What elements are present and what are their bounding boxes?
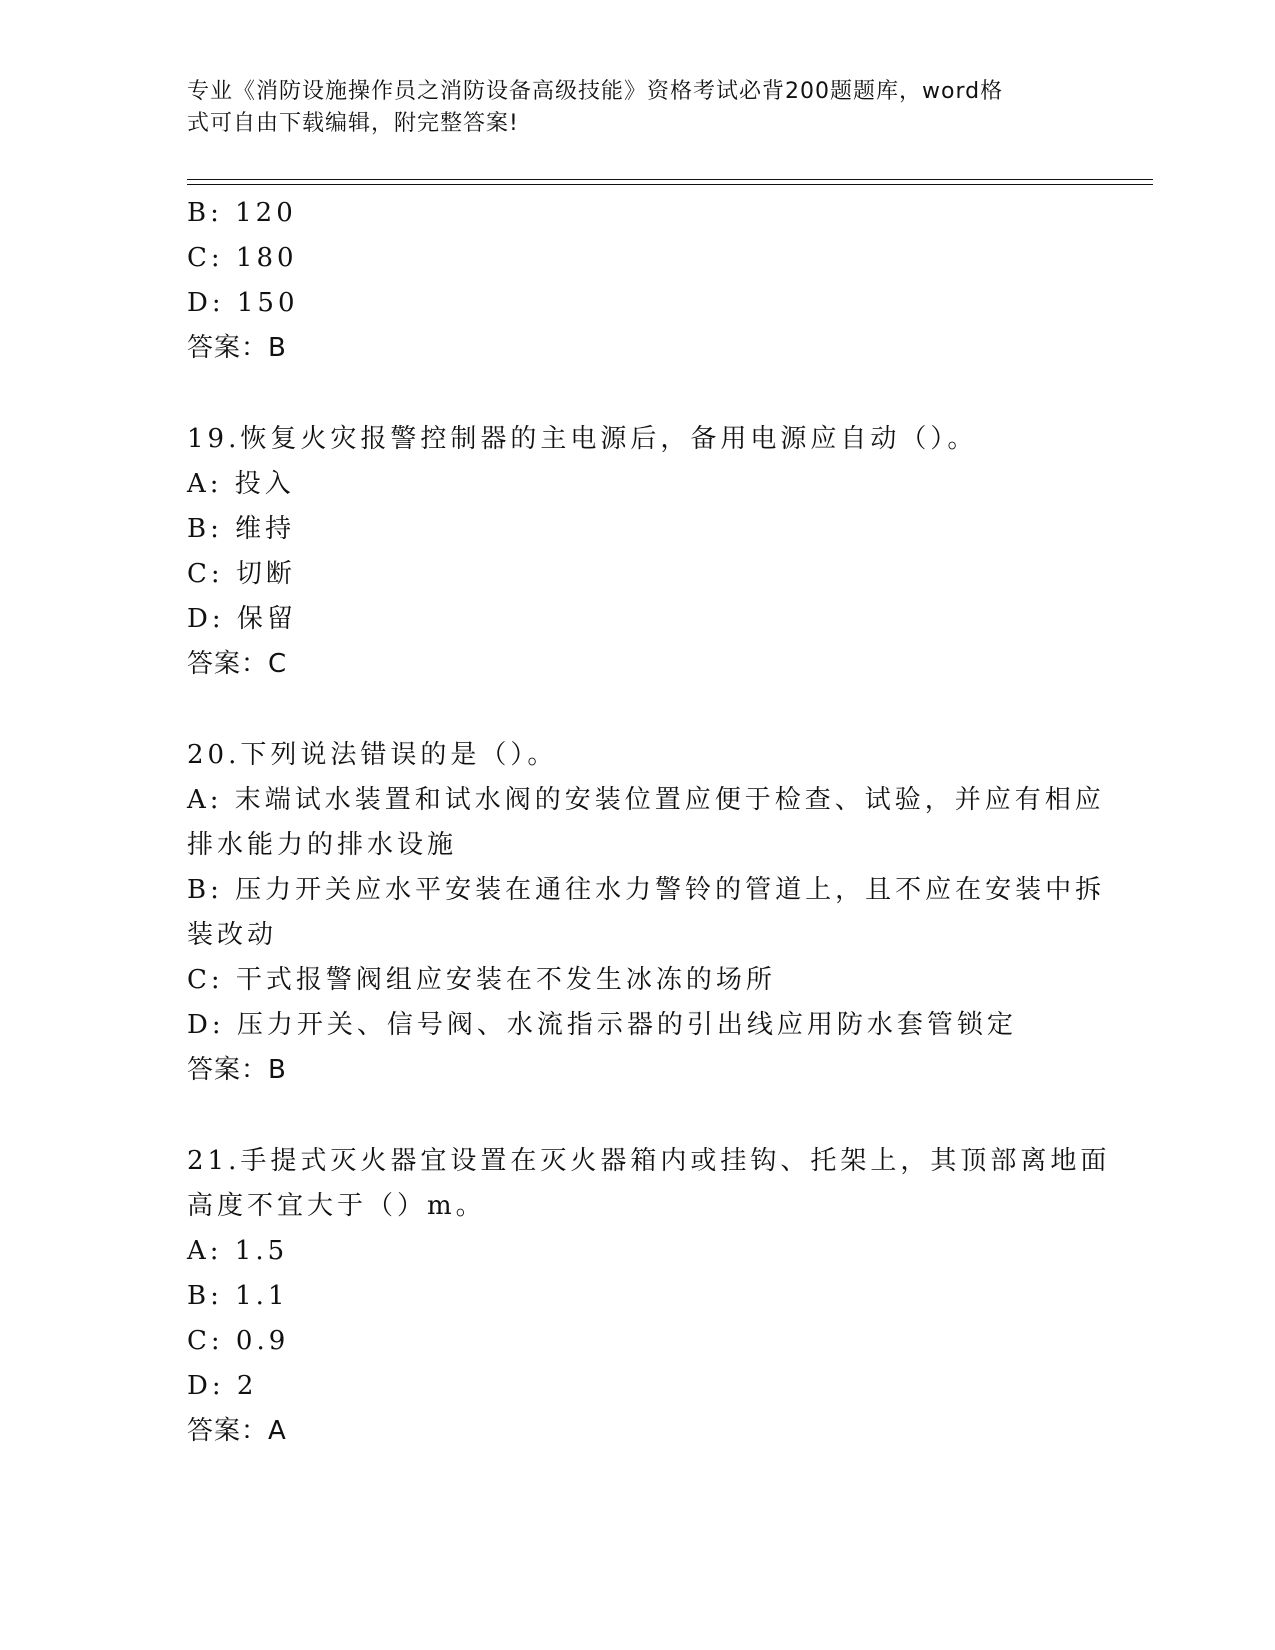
header-divider-top [187,179,1153,180]
document-header [187,76,1087,140]
question-text: 19.恢复火灾报警控制器的主电源后，备用电源应自动（）。 [187,424,978,454]
option-b-line-1: B: 压力开关应水平安装在通往水力警铃的管道上，且不应在安装中拆 [187,875,1106,905]
option-b: B: 120 [187,198,297,228]
option-d: D: 2 [187,1371,258,1401]
header-divider-bottom [187,184,1153,185]
option-a-line-2: 排水能力的排水设施 [187,830,458,860]
option-a: A: 1.5 [187,1236,289,1266]
spacer [187,687,1087,733]
option-d: D: 150 [187,288,299,318]
question-list [187,191,1111,1454]
question-21 [187,1139,1111,1454]
option-d: D: 保留 [187,604,297,634]
question-text: 20.下列说法错误的是（）。 [187,740,558,770]
option-a: A: 投入 [187,469,295,499]
option-b-line-2: 装改动 [187,920,278,950]
spacer [187,1093,1087,1139]
question-20 [187,733,1106,1093]
option-a-line-1: A: 末端试水装置和试水阀的安装位置应便于检查、试验，并应有相应 [187,785,1105,815]
option-b: B: 1.1 [187,1281,289,1311]
question-19 [187,417,1087,687]
question-text-line-1: 21.手提式灭火器宜设置在灭火器箱内或挂钩、托架上，其顶部离地面 [187,1146,1111,1176]
answer-line: 答案：B [187,1055,287,1085]
option-c: C: 干式报警阀组应安装在不发生冰冻的场所 [187,965,776,995]
answer-line: 答案：C [187,649,288,679]
answer-line: 答案：A [187,1416,287,1446]
question-text-line-2: 高度不宜大于（）m。 [187,1191,486,1221]
header-line-1: 专业《消防设施操作员之消防设备高级技能》资格考试必背200题题库，word格 [187,79,1004,104]
header-line-2: 式可自由下载编辑，附完整答案! [187,111,519,136]
option-c: C: 切断 [187,559,296,589]
option-d: D: 压力开关、信号阀、水流指示器的引出线应用防水套管锁定 [187,1010,1017,1040]
option-c: C: 180 [187,243,298,273]
option-b: B: 维持 [187,514,296,544]
question-18-partial [187,191,1087,371]
option-c: C: 0.9 [187,1326,290,1356]
answer-line: 答案：B [187,333,287,363]
spacer [187,371,1087,417]
